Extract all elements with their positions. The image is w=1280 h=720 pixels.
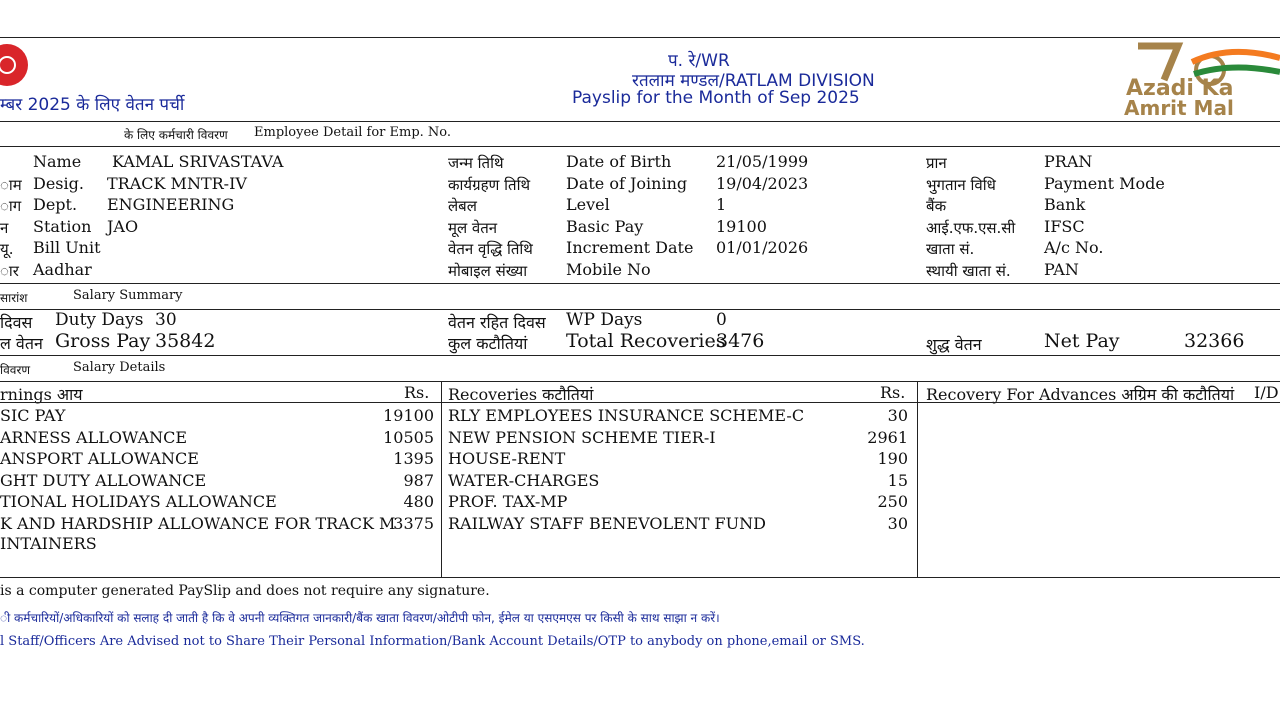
net-pay-hindi: शुद्ध वेतन	[926, 335, 982, 354]
total-recoveries-label: Total Recoveries	[566, 330, 726, 352]
recovery-name: RLY EMPLOYEES INSURANCE SCHEME-C	[448, 406, 805, 425]
emp-field-value: TRACK MNTR-IV	[107, 173, 247, 193]
details-top-border	[0, 381, 1280, 382]
details-header-divider	[0, 402, 1280, 403]
recovery-name: HOUSE-RENT	[448, 449, 566, 469]
recoveries-rs-header: Rs.	[880, 383, 906, 402]
emp-field-value: 19100	[716, 216, 767, 236]
details-label: Salary Details	[73, 360, 166, 375]
earnings-recoveries-divider	[441, 381, 442, 577]
payslip-title-hindi: म्बर 2025 के लिए वेतन पर्ची	[0, 95, 185, 115]
summary-hindi-label: सारांश	[0, 291, 28, 305]
emp-field-hindi: वेतन वृद्धि तिथि	[448, 240, 533, 259]
recovery-amount: 30	[887, 406, 908, 425]
earning-name: SIC PAY	[0, 406, 66, 425]
emp-field-value: JAO	[107, 216, 139, 236]
id-header: I/D	[1254, 383, 1279, 402]
duty-days-label: Duty Days	[55, 310, 144, 330]
emp-field-label: PRAN	[1044, 152, 1093, 171]
emp-field-value: 01/01/2026	[716, 238, 809, 258]
org-code: प. रे/WR	[668, 51, 730, 71]
emp-field-value: ENGINEERING	[107, 195, 235, 215]
advisory-english: l Staff/Officers Are Advised not to Share Their Personal Information/Bank Account Details/OTP to anybody on phone,email or SMS.	[0, 634, 865, 649]
azadi-text-2: Amrit Mal	[1124, 96, 1234, 120]
recovery-amount: 15	[887, 470, 908, 490]
emp-field-label: Aadhar	[33, 260, 92, 279]
summary-label: Salary Summary	[73, 288, 183, 303]
employee-section-bottom-border	[0, 283, 1280, 284]
emp-field-label: Name	[33, 152, 82, 171]
emp-field-value: 19/04/2023	[716, 173, 809, 193]
computer-generated-note: is a computer generated PaySlip and does not require any signature.	[0, 583, 490, 599]
emp-field-label: PAN	[1044, 260, 1079, 279]
employee-section-label: Employee Detail for Emp. No.	[254, 125, 452, 140]
employee-section-top-border	[0, 146, 1280, 147]
net-pay-value: 32366	[1184, 330, 1245, 352]
earning-name: GHT DUTY ALLOWANCE	[0, 470, 207, 490]
duty-days-hindi: दिवस	[0, 313, 33, 332]
earning-name: TIONAL HOLIDAYS ALLOWANCE	[0, 492, 277, 512]
railway-logo	[0, 44, 28, 86]
emp-field-hindi: जन्म तिथि	[448, 154, 504, 172]
emp-field-hindi: भुगतान विधि	[926, 175, 996, 194]
emp-field-hindi: बैंक	[926, 197, 947, 216]
recovery-amount: 190	[877, 449, 908, 469]
gross-pay-value: 35842	[155, 330, 216, 352]
emp-field-label: Level	[566, 195, 610, 215]
recoveries-header: Recoveries कटौतियां	[448, 385, 594, 404]
employee-section-hindi-label: के लिए कर्मचारी विवरण	[124, 128, 228, 142]
emp-field-label: Date of Birth	[566, 152, 672, 171]
emp-field-hindi: यू.	[0, 240, 14, 259]
details-hindi-label: विवरण	[0, 363, 31, 377]
emp-field-value: 21/05/1999	[716, 152, 809, 171]
recovery-amount: 2961	[867, 427, 908, 447]
wp-days-value: 0	[716, 310, 727, 330]
earning-amount: 987	[403, 470, 434, 490]
emp-field-label: Dept.	[33, 195, 78, 215]
emp-field-label: Station	[33, 216, 92, 236]
earning-amount: 10505	[383, 427, 434, 447]
recovery-name: PROF. TAX-MP	[448, 492, 568, 512]
recovery-amount: 250	[877, 492, 908, 512]
azadi-text-1: Azadi Ka	[1126, 76, 1234, 101]
emp-field-label: Desig.	[33, 173, 84, 193]
emp-field-hindi: ाग	[0, 197, 22, 216]
emp-field-hindi: न	[0, 218, 9, 237]
details-bottom-border	[0, 577, 1280, 578]
recovery-name: RAILWAY STAFF BENEVOLENT FUND	[448, 514, 766, 533]
emp-field-value: 1	[716, 195, 727, 215]
emp-field-label: A/c No.	[1044, 238, 1104, 258]
summary-bottom-border	[0, 355, 1280, 356]
emp-field-hindi: आई.एफ.एस.सी	[926, 218, 1016, 237]
emp-field-hindi: मूल वेतन	[448, 218, 498, 237]
emp-field-label: Mobile No	[566, 260, 651, 279]
emp-field-hindi: ार	[0, 262, 19, 280]
payslip-title: Payslip for the Month of Sep 2025	[572, 88, 860, 108]
emp-field-label: Increment Date	[566, 238, 694, 258]
emp-field-label: Payment Mode	[1044, 173, 1165, 193]
earning-name: K AND HARDSHIP ALLOWANCE FOR TRACK M	[0, 514, 396, 533]
net-pay-label: Net Pay	[1044, 330, 1120, 352]
earning-amount: 480	[403, 492, 434, 512]
earning-name-continued: INTAINERS	[0, 534, 97, 553]
recovery-name: WATER-CHARGES	[448, 470, 600, 490]
emp-field-hindi: खाता सं.	[926, 240, 975, 259]
gross-pay-label: Gross Pay	[55, 330, 151, 352]
earning-name: ANSPORT ALLOWANCE	[0, 449, 199, 469]
earning-amount: 3375	[393, 514, 434, 533]
emp-field-label: Basic Pay	[566, 216, 644, 236]
emp-field-label: Date of Joining	[566, 173, 688, 193]
earning-amount: 19100	[383, 406, 434, 425]
duty-days-value: 30	[155, 310, 177, 330]
header-divider	[0, 121, 1280, 122]
advances-header: Recovery For Advances अग्रिम की कटौतियां	[926, 385, 1235, 404]
recovery-amount: 30	[887, 514, 908, 533]
top-border	[0, 37, 1280, 38]
emp-field-hindi: प्रान	[926, 154, 947, 172]
earning-amount: 1395	[393, 449, 434, 469]
emp-field-hindi: कार्यग्रहण तिथि	[448, 175, 531, 194]
recovery-name: NEW PENSION SCHEME TIER-I	[448, 427, 716, 447]
wp-days-hindi: वेतन रहित दिवस	[448, 313, 546, 332]
emp-field-hindi: स्थायी खाता सं.	[926, 262, 1011, 280]
earnings-rs-header: Rs.	[404, 383, 430, 402]
emp-field-hindi: ाम	[0, 175, 22, 194]
wp-days-label: WP Days	[566, 310, 643, 330]
azadi-ka-amrit-mahotsav-logo	[1120, 40, 1280, 120]
emp-field-hindi: लेबल	[448, 197, 477, 216]
earnings-header: rnings आय	[0, 385, 83, 404]
emp-field-label: Bank	[1044, 195, 1086, 215]
emp-field-label: IFSC	[1044, 216, 1085, 236]
division-name: रतलाम मण्डल/RATLAM DIVISION	[632, 71, 875, 91]
advisory-hindi: ी कर्मचारियों/अधिकारियों को सलाह दी जाती है कि वे अपनी व्यक्तिगत जानकारी/बैंक खाता विवरण/ओटीपी फोन, ईमेल या एसएमएस पर किसी के साथ साझा न करें।	[0, 611, 720, 625]
emp-field-label: Bill Unit	[33, 238, 101, 258]
total-recoveries-value: 3476	[716, 330, 765, 352]
recoveries-advances-divider	[917, 381, 918, 577]
total-recoveries-hindi: कुल कटौतियां	[448, 334, 528, 353]
emp-field-hindi: मोबाइल संख्या	[448, 262, 528, 280]
earning-name: ARNESS ALLOWANCE	[0, 427, 188, 447]
emp-field-value: KAMAL SRIVASTAVA	[112, 152, 284, 171]
gross-pay-hindi: ल वेतन	[0, 334, 43, 353]
